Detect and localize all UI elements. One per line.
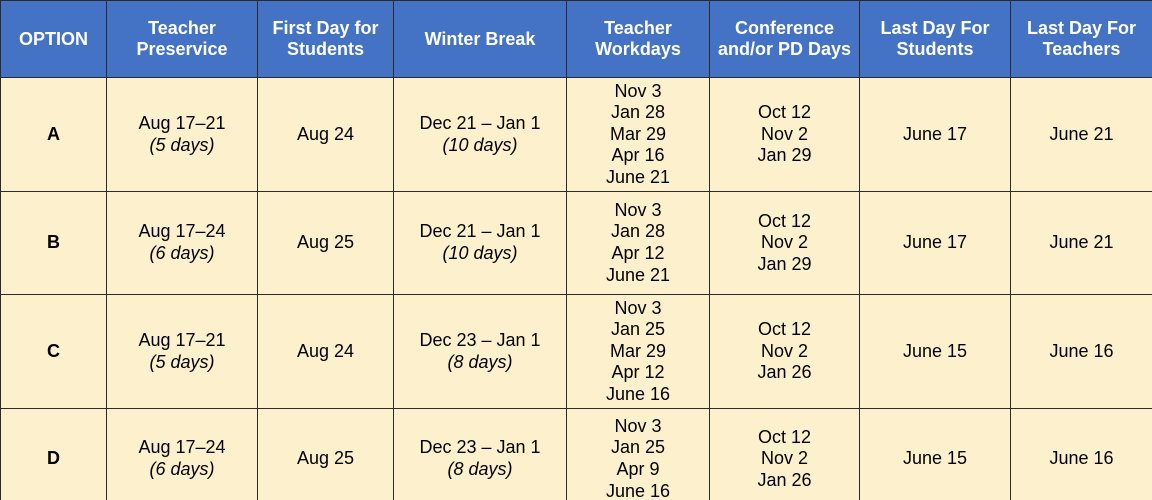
workdays-cell: Nov 3 Jan 28 Apr 12 June 21 (567, 192, 710, 295)
workdays-cell: Nov 3 Jan 25 Apr 9 June 16 (567, 409, 710, 500)
conference-cell: Oct 12 Nov 2 Jan 26 (710, 409, 860, 500)
last-day-teachers-cell: June 16 (1011, 295, 1152, 409)
conference-cell: Oct 12 Nov 2 Jan 29 (710, 192, 860, 295)
first-day-cell: Aug 25 (258, 409, 394, 500)
table-row (1, 192, 1152, 295)
header-teacher-preservice: Teacher Preservice (107, 1, 258, 78)
workdays-cell: Nov 3 Jan 28 Mar 29 Apr 16 June 21 (567, 78, 710, 192)
winter-break-cell: Dec 21 – Jan 1 (10 days) (394, 192, 567, 295)
last-day-teachers-cell: June 21 (1011, 78, 1152, 192)
winter-break-cell: Dec 23 – Jan 1 (8 days) (394, 409, 567, 500)
last-day-teachers-cell: June 21 (1011, 192, 1152, 295)
winter-break-cell: Dec 23 – Jan 1 (8 days) (394, 295, 567, 409)
first-day-cell: Aug 24 (258, 295, 394, 409)
conference-cell: Oct 12 Nov 2 Jan 26 (710, 295, 860, 409)
workdays-cell: Nov 3 Jan 25 Mar 29 Apr 12 June 16 (567, 295, 710, 409)
last-day-students-cell: June 17 (860, 78, 1011, 192)
last-day-students-cell: June 17 (860, 192, 1011, 295)
table-row (1, 295, 1152, 409)
header-first-day: First Day for Students (258, 1, 394, 78)
header-last-day-students: Last Day For Students (860, 1, 1011, 78)
first-day-cell: Aug 25 (258, 192, 394, 295)
header-teacher-workdays: Teacher Workdays (567, 1, 710, 78)
last-day-students-cell: June 15 (860, 409, 1011, 500)
option-cell: C (1, 295, 107, 409)
conference-cell: Oct 12 Nov 2 Jan 29 (710, 78, 860, 192)
option-cell: B (1, 192, 107, 295)
option-cell: A (1, 78, 107, 192)
preservice-cell: Aug 17–24 (6 days) (107, 409, 258, 500)
first-day-cell: Aug 24 (258, 78, 394, 192)
header-winter-break: Winter Break (394, 1, 567, 78)
table-row (1, 78, 1152, 192)
table-row (1, 409, 1152, 500)
winter-break-cell: Dec 21 – Jan 1 (10 days) (394, 78, 567, 192)
option-cell: D (1, 409, 107, 500)
preservice-cell: Aug 17–21 (5 days) (107, 78, 258, 192)
header-option: OPTION (1, 1, 107, 78)
preservice-cell: Aug 17–24 (6 days) (107, 192, 258, 295)
header-last-day-teachers: Last Day For Teachers (1011, 1, 1152, 78)
header-row (1, 1, 1152, 78)
last-day-students-cell: June 15 (860, 295, 1011, 409)
preservice-cell: Aug 17–21 (5 days) (107, 295, 258, 409)
last-day-teachers-cell: June 16 (1011, 409, 1152, 500)
header-conference-pd: Conference and/or PD Days (710, 1, 860, 78)
